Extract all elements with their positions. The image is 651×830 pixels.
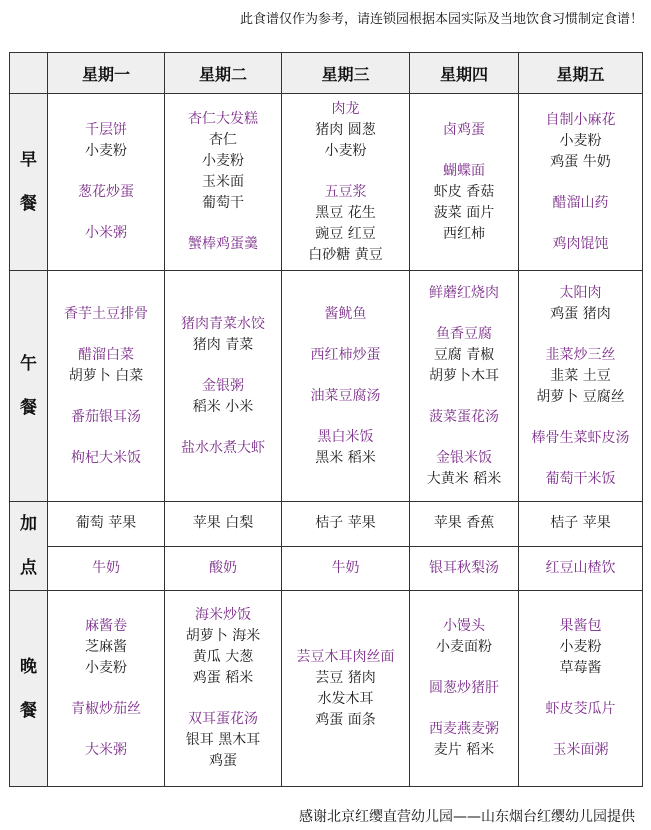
ingredient-line: 大黄米 稻米 <box>426 470 502 487</box>
day-header-wed: 星期三 <box>282 53 410 94</box>
ingredient-line: 黑豆 花生 <box>315 204 376 221</box>
breakfast-tue <box>165 94 282 271</box>
spacer <box>519 679 642 699</box>
ingredient-line: 芝麻酱 <box>85 639 127 655</box>
ingredient-line: 胡萝卜 豆腐丝 <box>536 388 625 405</box>
ingredient-line: 胡萝卜木耳 <box>429 367 499 384</box>
snack-drink-tue: 酸奶 <box>165 546 282 591</box>
dinner-tue <box>165 591 282 787</box>
spacer <box>410 428 518 448</box>
dish-name: 虾皮茭瓜片 <box>545 701 616 717</box>
dinner-mon <box>48 591 165 787</box>
meal-char: 餐 <box>20 194 37 214</box>
dish-name: 金银粥 <box>202 377 244 394</box>
dish-name: 猪肉青菜水饺 <box>181 315 265 332</box>
ingredient-line: 虾皮 香菇 <box>433 183 495 200</box>
dish-name: 小馒头 <box>443 618 485 634</box>
dish-name: 海米炒饭 <box>195 607 251 623</box>
ingredient-line: 韭菜 土豆 <box>550 367 611 384</box>
meal-char: 午 <box>20 354 37 374</box>
spacer <box>282 407 409 427</box>
snack-fruit-mon: 葡萄 苹果 <box>48 502 165 547</box>
dish-name: 酱鱿鱼 <box>324 305 367 322</box>
meal-char: 餐 <box>20 398 37 418</box>
ingredient-line: 小麦粉 <box>85 660 127 676</box>
spacer <box>519 720 642 740</box>
dish-name: 芸豆木耳肉丝面 <box>296 648 395 665</box>
dish-name: 盐水水煮大虾 <box>181 439 265 456</box>
spacer <box>519 449 642 469</box>
ingredient-line: 鸡蛋 猪肉 <box>550 305 611 322</box>
day-header-mon: 星期一 <box>48 53 165 94</box>
dish-name: 大米粥 <box>85 742 127 758</box>
meal-label-lunch <box>10 271 48 502</box>
ingredient-line: 杏仁 <box>209 132 237 148</box>
dish-name: 圆葱炒猪肝 <box>429 680 499 696</box>
spacer <box>48 679 164 699</box>
day-header-thu: 星期四 <box>410 53 519 94</box>
ingredient-line: 葡萄干 <box>202 195 244 211</box>
lunch-tue <box>165 271 282 502</box>
ingredient-line: 鸡蛋 <box>209 753 237 769</box>
ingredient-line: 稻米 小米 <box>192 398 254 415</box>
snack-drink-mon: 牛奶 <box>48 546 165 591</box>
day-header-fri: 星期五 <box>519 53 643 94</box>
spacer <box>282 325 409 345</box>
spacer <box>410 658 518 678</box>
dish-name: 蟹棒鸡蛋羹 <box>188 236 258 252</box>
spacer <box>48 203 164 223</box>
spacer <box>165 214 281 234</box>
dish-name: 卤鸡蛋 <box>443 121 485 138</box>
dish-name: 太阳肉 <box>559 284 602 301</box>
meal-char: 早 <box>20 150 37 170</box>
dish-name: 麻酱卷 <box>85 618 127 634</box>
dish-name: 醋溜山药 <box>552 194 609 211</box>
ingredient-line: 猪肉 圆葱 <box>315 121 376 138</box>
ingredient-line: 芸豆 猪肉 <box>315 669 376 686</box>
spacer <box>519 214 642 234</box>
meal-char: 点 <box>20 558 37 578</box>
dinner-wed <box>282 591 410 787</box>
dish-name: 韭菜炒三丝 <box>545 346 616 363</box>
ingredient-line: 白砂糖 黄豆 <box>308 246 383 263</box>
breakfast-thu <box>410 94 519 271</box>
spacer <box>48 325 164 345</box>
spacer <box>410 304 518 324</box>
ingredient-line: 水发木耳 <box>317 690 374 707</box>
spacer <box>282 366 409 386</box>
spacer <box>410 141 518 161</box>
dish-name: 醋溜白菜 <box>78 346 134 363</box>
corner-cell <box>10 53 48 94</box>
credit-footer: 感谢北京红缨直营幼儿园——山东烟台红缨幼儿园提供 <box>299 809 635 825</box>
spacer <box>48 428 164 448</box>
ingredient-line: 小麦粉 <box>202 153 244 169</box>
ingredient-line: 西红柿 <box>443 225 485 242</box>
ingredient-line: 小麦粉 <box>559 132 602 149</box>
header-row <box>10 53 643 94</box>
dish-name: 千层饼 <box>85 122 127 138</box>
spacer <box>519 408 642 428</box>
dish-name: 葡萄干米饭 <box>545 470 616 487</box>
lunch-fri <box>519 271 643 502</box>
ingredient-line: 鸡蛋 面条 <box>315 711 376 728</box>
spacer <box>165 418 281 438</box>
snack-fruit-thu: 苹果 香蕉 <box>410 502 519 547</box>
dish-name: 鱼香豆腐 <box>436 325 492 342</box>
spacer <box>519 173 642 193</box>
dish-name: 鸡肉馄饨 <box>552 235 609 252</box>
ingredient-line: 小麦面粉 <box>436 639 492 655</box>
breakfast-row <box>10 94 643 271</box>
spacer <box>48 162 164 182</box>
dish-name: 肉龙 <box>331 100 360 117</box>
day-header-tue: 星期二 <box>165 53 282 94</box>
dish-name: 油菜豆腐汤 <box>310 387 381 404</box>
dish-name: 青椒炒茄丝 <box>71 701 141 717</box>
spacer <box>410 387 518 407</box>
spacer <box>48 720 164 740</box>
ingredient-line: 胡萝卜 海米 <box>185 628 261 644</box>
lunch-thu <box>410 271 519 502</box>
dish-name: 菠菜蛋花汤 <box>429 408 499 425</box>
meal-char: 晚 <box>20 656 37 677</box>
dish-name: 番茄银耳汤 <box>71 408 141 425</box>
ingredient-line: 鸡蛋 牛奶 <box>550 153 611 170</box>
ingredient-line: 小麦粉 <box>559 639 602 655</box>
spacer <box>165 689 281 709</box>
snack-drink-thu: 银耳秋梨汤 <box>410 546 519 591</box>
meal-char: 餐 <box>20 700 37 721</box>
snack-fruit-wed: 桔子 苹果 <box>282 502 410 547</box>
dinner-thu <box>410 591 519 787</box>
dish-name: 小米粥 <box>85 225 127 241</box>
weekly-menu-table <box>9 52 643 787</box>
snack-drink-wed: 牛奶 <box>282 546 410 591</box>
snack-drink-fri: 红豆山楂饮 <box>519 546 643 591</box>
ingredient-line: 胡萝卜 白菜 <box>68 367 144 384</box>
snack-fruit-fri: 桔子 苹果 <box>519 502 643 547</box>
lunch-row <box>10 271 643 502</box>
dish-name: 果酱包 <box>559 618 602 634</box>
ingredient-line: 玉米面 <box>202 174 244 190</box>
spacer <box>519 325 642 345</box>
dinner-row <box>10 591 643 787</box>
meal-label-snack <box>10 502 48 591</box>
ingredient-line: 麦片 稻米 <box>433 742 495 758</box>
ingredient-line: 小麦粉 <box>85 143 127 159</box>
snack-fruit-tue: 苹果 白梨 <box>165 502 282 547</box>
spacer <box>165 356 281 376</box>
breakfast-wed <box>282 94 410 271</box>
dish-name: 鲜蘑红烧肉 <box>429 284 499 301</box>
ingredient-line: 草莓酱 <box>559 660 602 676</box>
spacer <box>48 387 164 407</box>
dish-name: 西麦燕麦粥 <box>429 721 499 737</box>
ingredient-line: 菠菜 面片 <box>433 204 495 221</box>
meal-label-dinner <box>10 591 48 787</box>
dish-name: 棒骨生菜虾皮汤 <box>531 429 630 446</box>
spacer <box>410 699 518 719</box>
dish-name: 玉米面粥 <box>552 742 609 758</box>
dish-name: 杏仁大发糕 <box>188 111 258 127</box>
snack-fruit-row <box>10 502 643 547</box>
breakfast-fri <box>519 94 643 271</box>
ingredient-line: 鸡蛋 稻米 <box>192 670 254 686</box>
dish-name: 黑白米饭 <box>317 428 374 445</box>
meal-char: 加 <box>20 514 37 534</box>
dinner-fri <box>519 591 643 787</box>
dish-name: 西红柿炒蛋 <box>310 346 381 363</box>
meal-label-breakfast <box>10 94 48 271</box>
disclaimer-note: 此食谱仅作为参考，请连锁园根据本园实际及当地饮食习惯制定食谱！ <box>239 12 643 27</box>
dish-name: 香芋土豆排骨 <box>64 305 148 322</box>
dish-name: 双耳蛋花汤 <box>188 711 258 727</box>
lunch-mon <box>48 271 165 502</box>
dish-name: 自制小麻花 <box>545 111 616 128</box>
ingredient-line: 小麦粉 <box>324 142 367 159</box>
breakfast-mon <box>48 94 165 271</box>
ingredient-line: 豆腐 青椒 <box>433 346 495 363</box>
ingredient-line: 黄瓜 大葱 <box>192 649 254 665</box>
dish-name: 蝴蝶面 <box>443 162 485 179</box>
dish-name: 金银米饭 <box>436 449 492 466</box>
dish-name: 五豆浆 <box>324 183 367 200</box>
spacer <box>282 162 409 182</box>
ingredient-line: 猪肉 青菜 <box>192 336 254 353</box>
ingredient-line: 黑米 稻米 <box>315 449 376 466</box>
dish-name: 枸杞大米饭 <box>71 449 141 466</box>
ingredient-line: 豌豆 红豆 <box>315 225 376 242</box>
snack-drink-row <box>10 546 643 591</box>
dish-name: 葱花炒蛋 <box>78 184 134 200</box>
ingredient-line: 银耳 黑木耳 <box>185 732 261 748</box>
lunch-wed <box>282 271 410 502</box>
